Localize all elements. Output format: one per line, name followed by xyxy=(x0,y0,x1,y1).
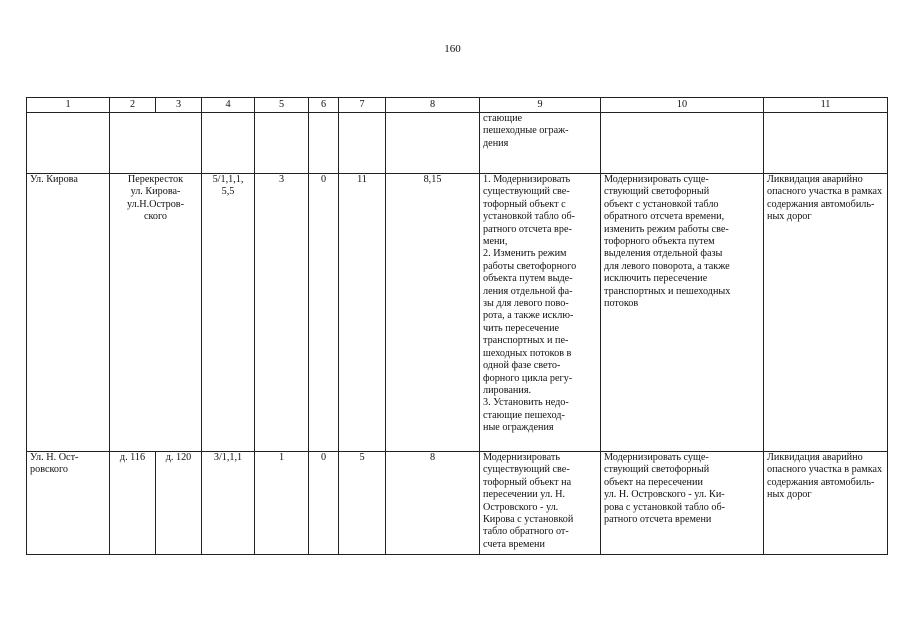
measures-cell: 1. Модернизировать существующий све- тофорный объект с установкой табло об- ратного отсчета вре- мени, 2. Изменить режим работы светофорного объекта путем выде- ления отдельной фа- зы для левого пово- рота, а также исклю- чить пересечение транспортных и пе- шеходных потоков в одной фазе свето- форного цикла регу- лирования. 3. Установить недо- стающие пешеход- ные ограждения xyxy=(480,174,601,452)
intersection-cell xyxy=(110,113,202,174)
col8-cell: 8 xyxy=(386,452,480,555)
col6-cell xyxy=(309,113,339,174)
col5-cell: 3 xyxy=(255,174,309,452)
col4-cell xyxy=(202,113,255,174)
header-col-1: 1 xyxy=(27,98,110,113)
col7-cell xyxy=(339,113,386,174)
table-row xyxy=(27,452,888,555)
street-cell: Ул. Н. Ост- ровского xyxy=(27,452,110,555)
col7-cell: 5 xyxy=(339,452,386,555)
col5-cell: 1 xyxy=(255,452,309,555)
proposal-cell xyxy=(601,113,764,174)
header-col-6: 6 xyxy=(309,98,339,113)
col8-cell xyxy=(386,113,480,174)
header-col-11: 11 xyxy=(764,98,888,113)
street-cell xyxy=(27,113,110,174)
header-col-9: 9 xyxy=(480,98,601,113)
proposal-cell: Модернизировать суще- ствующий светофорный объект с установкой табло обратного отсчета времени, изменить режим работы све- тофорного объекта путем выделения отдельной фазы для левого поворота, а также исключить пересечение транспортных и пешеходных потоков xyxy=(601,174,764,452)
proposal-cell: Модернизировать суще- ствующий светофорный объект на пересечении ул. Н. Островского - ул. Ки- рова с установкой табло об- ратного отсчета времени xyxy=(601,452,764,555)
col6-cell: 0 xyxy=(309,452,339,555)
col4-cell: 5/1,1,1, 5,5 xyxy=(202,174,255,452)
measures-cell: Модернизировать существующий све- тофорный объект на пересечении ул. Н. Островского - ул. Кирова с установкой табло обратного от- счета времени xyxy=(480,452,601,555)
header-col-10: 10 xyxy=(601,98,764,113)
table-row xyxy=(27,113,888,174)
header-row xyxy=(27,98,888,113)
goal-cell: Ликвидация аварийно опасного участка в рамках содержания автомобиль- ных дорог xyxy=(764,452,888,555)
goal-cell: Ликвидация аварийно опасного участка в рамках содержания автомобиль- ных дорог xyxy=(764,174,888,452)
table-row xyxy=(27,174,888,452)
goal-cell xyxy=(764,113,888,174)
col7-cell: 11 xyxy=(339,174,386,452)
header-col-5: 5 xyxy=(255,98,309,113)
col6-cell: 0 xyxy=(309,174,339,452)
intersection-cell: Перекресток ул. Кирова- ул.Н.Остров- ского xyxy=(110,174,202,452)
measures-cell: стающие пешеходные ограж- дения xyxy=(480,113,601,174)
house-b-cell: д. 120 xyxy=(156,452,202,555)
header-col-4: 4 xyxy=(202,98,255,113)
col5-cell xyxy=(255,113,309,174)
street-cell: Ул. Кирова xyxy=(27,174,110,452)
header-col-2: 2 xyxy=(110,98,156,113)
header-col-8: 8 xyxy=(386,98,480,113)
header-col-3: 3 xyxy=(156,98,202,113)
header-col-7: 7 xyxy=(339,98,386,113)
traffic-measures-table xyxy=(26,97,888,555)
page-number: 160 xyxy=(444,43,461,55)
col4-cell: 3/1,1,1 xyxy=(202,452,255,555)
house-a-cell: д. 116 xyxy=(110,452,156,555)
col8-cell: 8,15 xyxy=(386,174,480,452)
